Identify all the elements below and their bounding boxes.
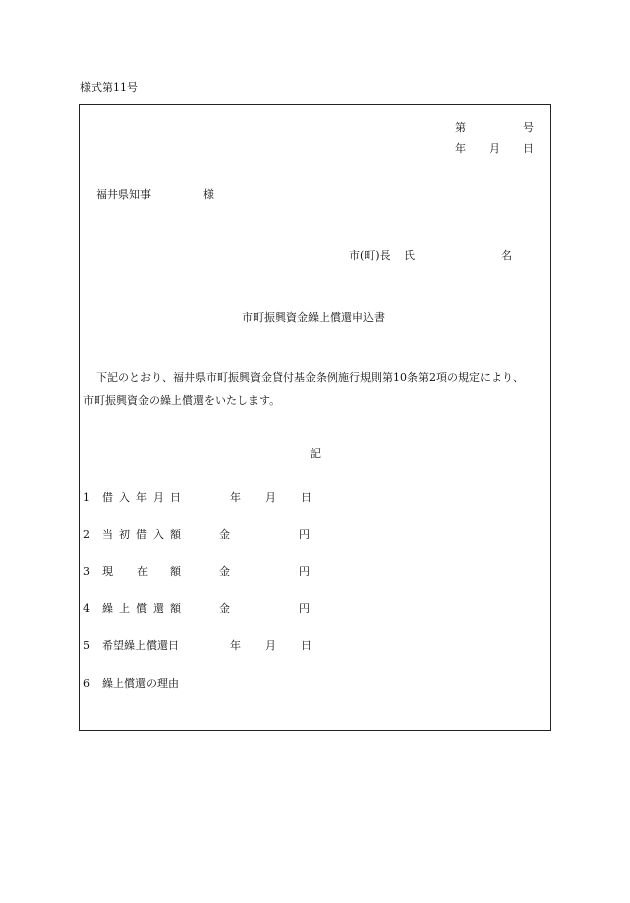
applicant-title: 市(町)長 [349,249,391,262]
item-label-current-amount-1: 現 [102,565,113,578]
prepay-amount-yen: 円 [299,602,310,615]
date-month-label: 月 [489,142,500,155]
item-label-reason: 繰上償還の理由 [102,677,179,690]
form-number: 様式第11号 [80,81,138,94]
document-number-prefix: 第 [455,121,466,134]
item-label-initial-amount: 当初借入額 [102,528,187,541]
ki-heading: 記 [310,447,321,460]
body-text-line-2: 市町振興資金の繰上償還をいたします。 [83,394,281,407]
current-amount-yen: 円 [299,565,310,578]
addressee-honorific: 様 [203,188,214,201]
item-number-3: 3 [83,565,90,578]
initial-amount-kin: 金 [219,528,230,541]
borrow-day-label: 日 [301,491,312,504]
borrow-year-label: 年 [230,491,241,504]
desired-day-label: 日 [301,639,312,652]
item-number-6: 6 [83,677,90,690]
initial-amount-yen: 円 [299,528,310,541]
desired-year-label: 年 [230,639,241,652]
item-number-4: 4 [83,602,90,615]
item-label-borrow-date: 借入年月日 [102,491,187,504]
item-number-5: 5 [83,639,90,652]
borrow-month-label: 月 [265,491,276,504]
document-number-suffix: 号 [523,121,534,134]
prepay-amount-kin: 金 [219,602,230,615]
item-number-1: 1 [83,491,90,504]
applicant-name-shi: 氏 [404,249,415,262]
date-day-label: 日 [523,142,534,155]
date-year-label: 年 [455,142,466,155]
body-text-line-1: 下記のとおり、福井県市町振興資金貸付基金条例施行規則第10条第2項の規定により、 [96,371,524,384]
item-label-prepay-amount: 繰上償還額 [102,602,187,615]
item-number-2: 2 [83,528,90,541]
item-label-current-amount-3: 額 [170,565,181,578]
applicant-name-mei: 名 [501,249,512,262]
addressee-name: 福井県知事 [96,188,151,201]
desired-month-label: 月 [265,639,276,652]
current-amount-kin: 金 [219,565,230,578]
document-title: 市町振興資金繰上償還申込書 [242,311,385,324]
item-label-current-amount-2: 在 [137,565,148,578]
item-label-desired-date: 希望繰上償還日 [102,639,179,652]
